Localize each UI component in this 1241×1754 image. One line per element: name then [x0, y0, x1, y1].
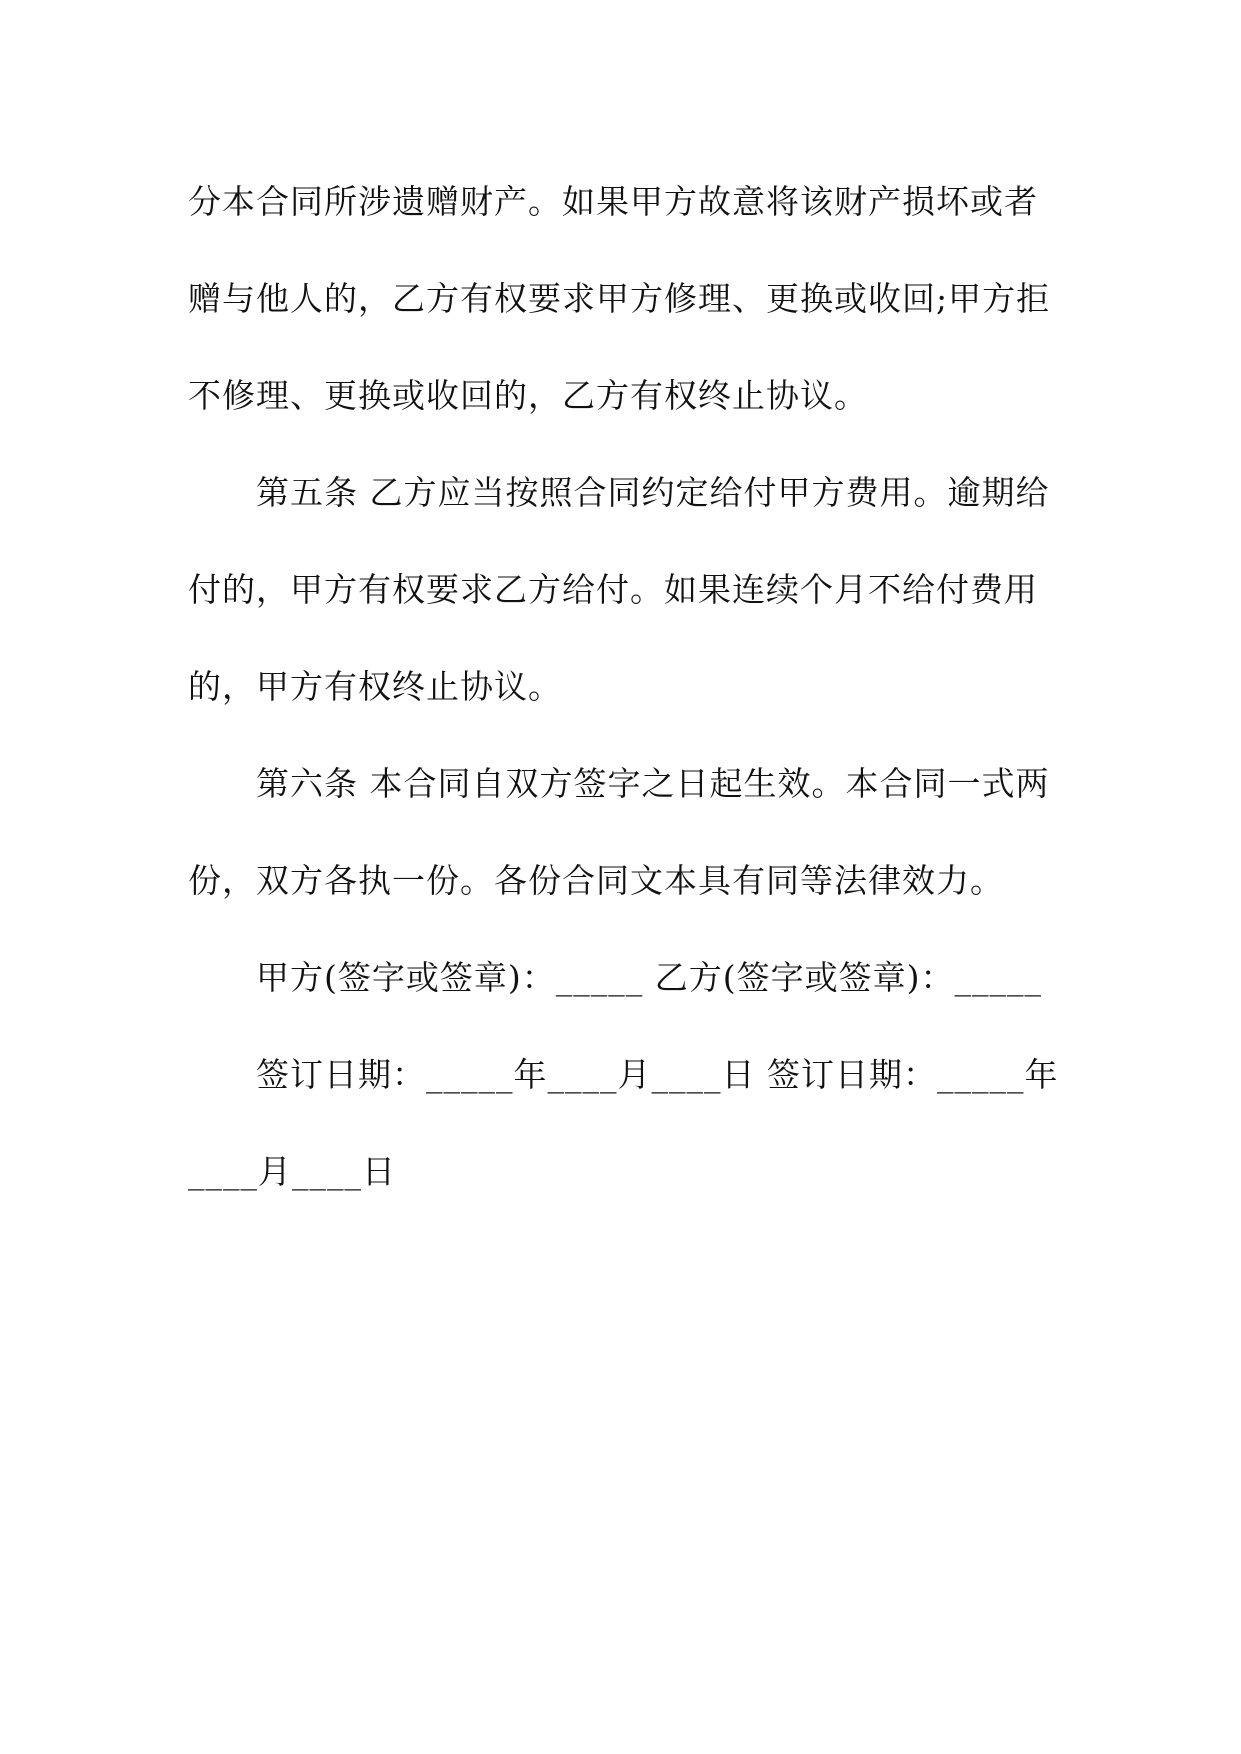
text-line-5: 付的，甲方有权要求乙方给付。如果连续个月不给付费用: [188, 570, 1038, 609]
text-line-3: 不修理、更换或收回的，乙方有权终止协议。: [188, 376, 868, 415]
signature-line: 甲方(签字或签章)：_____ 乙方(签字或签章)：_____: [256, 958, 1042, 997]
text-line-8: 份，双方各执一份。各份合同文本具有同等法律效力。: [188, 861, 1004, 900]
text-line-1: 分本合同所涉遗赠财产。如果甲方故意将该财产损坏或者: [188, 182, 1038, 221]
signing-date-continuation: ____月____日: [188, 1152, 396, 1191]
text-line-2: 赠与他人的，乙方有权要求甲方修理、更换或收回;甲方拒: [188, 279, 1051, 318]
article-6-heading-line: 第六条 本合同自双方签字之日起生效。本合同一式两: [256, 764, 1050, 803]
article-5-heading-line: 第五条 乙方应当按照合同约定给付甲方费用。逾期给: [256, 473, 1050, 512]
signing-date-line: 签订日期：_____年____月____日 签订日期：_____年: [256, 1055, 1059, 1094]
text-line-6: 的，甲方有权终止协议。: [188, 667, 562, 706]
